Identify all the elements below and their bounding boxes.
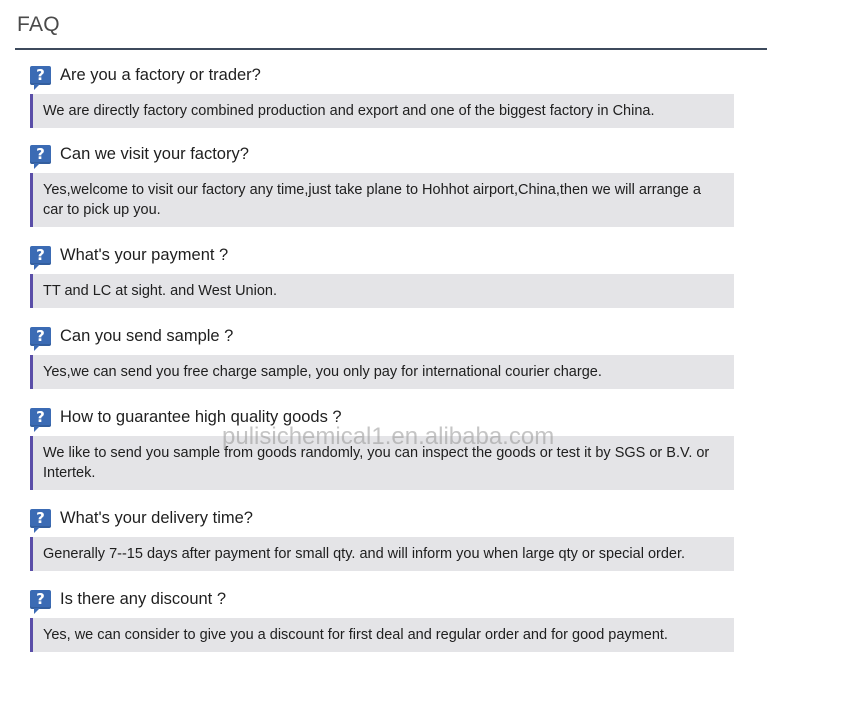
- faq-question-row: [30, 505, 734, 531]
- faq-item: [30, 62, 734, 128]
- faq-answer: Yes,we can send you free charge sample, you only pay for international courier charge.: [30, 355, 734, 389]
- faq-question: What's your payment ?: [60, 245, 229, 264]
- question-mark-icon: ?: [30, 590, 51, 609]
- watermark: pulisichemical1.en.alibaba.com: [222, 423, 555, 450]
- faq-item: [30, 242, 734, 308]
- faq-question: What's your delivery time?: [60, 508, 253, 527]
- faq-list: [30, 62, 734, 652]
- faq-item: [30, 505, 734, 571]
- faq-answer: We like to send you sample from goods randomly, you can inspect the goods or test it by SGS or B.V. or Intertek.: [30, 436, 734, 490]
- question-mark-icon: ?: [30, 327, 51, 346]
- question-mark-icon: ?: [30, 246, 51, 265]
- question-mark-icon: ?: [30, 509, 51, 528]
- question-mark-icon: ?: [30, 408, 51, 427]
- faq-answer: Generally 7--15 days after payment for small qty. and will inform you when large qty or special order.: [30, 537, 734, 571]
- question-mark-icon: ?: [30, 66, 51, 85]
- faq-item: [30, 586, 734, 652]
- page-title: FAQ: [17, 13, 60, 36]
- faq-answer: Yes,welcome to visit our factory any time,just take plane to Hohhot airport,China,then we will arrange a car to pick up you.: [30, 173, 734, 227]
- faq-question-row: [30, 242, 734, 268]
- faq-question: Can you send sample ?: [60, 326, 234, 345]
- faq-question: Can we visit your factory?: [60, 144, 249, 163]
- faq-question-row: [30, 404, 734, 430]
- faq-question-row: [30, 141, 734, 167]
- faq-answer: We are directly factory combined production and export and one of the biggest factory in China.: [30, 94, 734, 128]
- faq-question: Are you a factory or trader?: [60, 65, 261, 84]
- question-mark-icon: ?: [30, 145, 51, 164]
- faq-question: Is there any discount ?: [60, 589, 227, 608]
- faq-item: [30, 404, 734, 490]
- faq-question: How to guarantee high quality goods ?: [60, 407, 342, 426]
- faq-answer: Yes, we can consider to give you a discount for first deal and regular order and for good payment.: [30, 618, 734, 652]
- faq-question-row: [30, 323, 734, 349]
- faq-question-row: [30, 586, 734, 612]
- faq-answer: TT and LC at sight. and West Union.: [30, 274, 734, 308]
- faq-item: [30, 323, 734, 389]
- faq-question-row: [30, 62, 734, 88]
- title-divider: [15, 48, 767, 50]
- faq-item: [30, 141, 734, 227]
